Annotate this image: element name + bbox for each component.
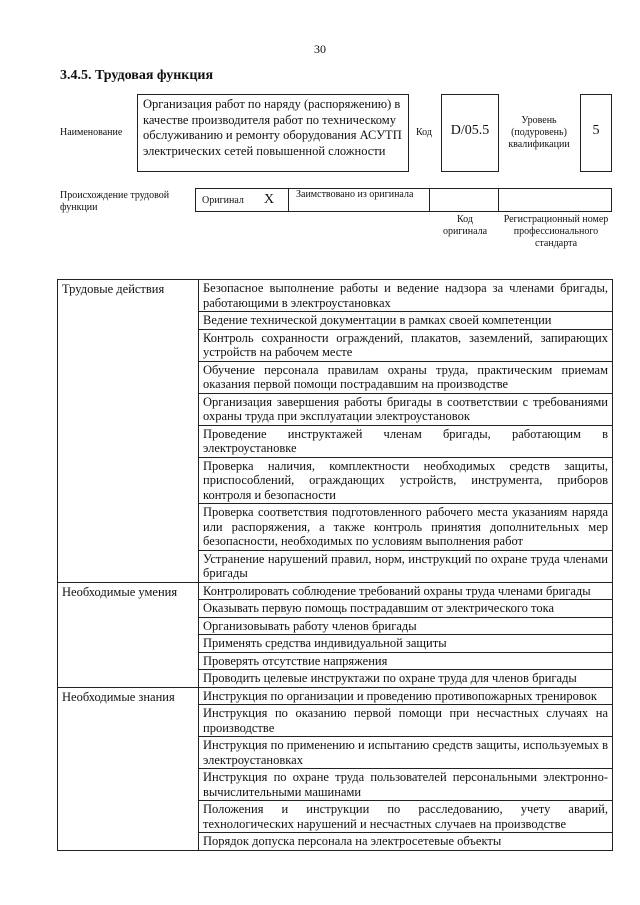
borrowed-cell bbox=[288, 188, 430, 212]
list-item: Порядок допуска персонала на электросетевые объекты bbox=[199, 833, 613, 851]
category-labor-actions: Трудовые действия bbox=[58, 280, 199, 583]
list-item: Проверять отсутствие напряжения bbox=[199, 652, 613, 670]
level-label: Уровень (подуровень) квалификации bbox=[508, 115, 570, 150]
list-item: Оказывать первую помощь пострадавшим от электрического тока bbox=[199, 600, 613, 618]
page-number: 30 bbox=[314, 42, 326, 56]
list-item: Применять средства индивидуальной защиты bbox=[199, 635, 613, 653]
original-mark: X bbox=[264, 192, 275, 207]
category-required-knowledge: Необходимые знания bbox=[58, 687, 199, 850]
original-label: Оригинал bbox=[202, 195, 244, 206]
list-item: Безопасное выполнение работы и ведение надзора за членами бригады, работающими в электроустановках bbox=[199, 280, 613, 312]
list-item: Проводить целевые инструктажи по охране труда для членов бригады bbox=[199, 670, 613, 688]
table-row bbox=[58, 280, 613, 312]
list-item: Обучение персонала правилам охраны труда, практическим приемам оказания первой помощи пострадавшим на производстве bbox=[199, 361, 613, 393]
original-cell bbox=[195, 188, 289, 212]
origin-label: Происхождение трудовой функции bbox=[60, 190, 170, 213]
list-item: Инструкция по применению и испытанию средств защиты, используемых в электроустановках bbox=[199, 737, 613, 769]
origin-code-caption: Код оригинала bbox=[442, 214, 488, 237]
list-item: Инструкция по организации и проведению противопожарных тренировок bbox=[199, 687, 613, 705]
category-required-skills: Необходимые умения bbox=[58, 582, 199, 687]
table-row bbox=[58, 687, 613, 705]
list-item: Устранение нарушений правил, норм, инструкций по охране труда членами бригады bbox=[199, 550, 613, 582]
list-item: Положения и инструкции по расследованию, учету аварий, технологических нарушений и несчастных случаев на производстве bbox=[199, 801, 613, 833]
borrowed-label: Заимствовано из оригинала bbox=[296, 189, 414, 200]
level-value: 5 bbox=[580, 94, 612, 172]
list-item: Инструкция по охране труда пользователей персональными электронно-вычислительными машинами bbox=[199, 769, 613, 801]
list-item: Инструкция по оказанию первой помощи при несчастных случаях на производстве bbox=[199, 705, 613, 737]
code-label: Код bbox=[416, 127, 432, 138]
code-value: D/05.5 bbox=[441, 94, 499, 172]
list-item: Проведение инструктажей членам бригады, работающим в электроустановке bbox=[199, 425, 613, 457]
list-item: Проверка наличия, комплектности необходимых средств защиты, приспособлений, ограждающих устройств, инструмента, приборов контроля и безопасности bbox=[199, 457, 613, 504]
list-item: Контролировать соблюдение требований охраны труда членами бригады bbox=[199, 582, 613, 600]
name-label: Наименование bbox=[60, 127, 123, 138]
origin-reg-cell bbox=[498, 188, 612, 212]
labor-function-table bbox=[57, 279, 613, 851]
list-item: Проверка соответствия подготовленного рабочего места указаниям наряда или распоряжения, а также контроль принятия дополнительных мер безопасности, необходимых по условиям выполнения работ bbox=[199, 504, 613, 551]
table-row bbox=[58, 582, 613, 600]
section-title: 3.4.5. Трудовая функция bbox=[60, 68, 214, 83]
origin-reg-caption: Регистрационный номер профессионального стандарта bbox=[503, 214, 609, 249]
list-item: Организовывать работу членов бригады bbox=[199, 617, 613, 635]
list-item: Организация завершения работы бригады в соответствии с требованиями охраны труда при эксплуатации электроустановок bbox=[199, 393, 613, 425]
function-name: Организация работ по наряду (распоряжению) в качестве производителя работ по техническому обслуживанию и ремонту оборудования АСУТП электрических сетей повышенной сложности bbox=[137, 94, 409, 172]
origin-code-cell bbox=[429, 188, 499, 212]
list-item: Ведение технической документации в рамках своей компетенции bbox=[199, 312, 613, 330]
list-item: Контроль сохранности ограждений, плакатов, заземлений, запирающих устройств на рабочем месте bbox=[199, 329, 613, 361]
